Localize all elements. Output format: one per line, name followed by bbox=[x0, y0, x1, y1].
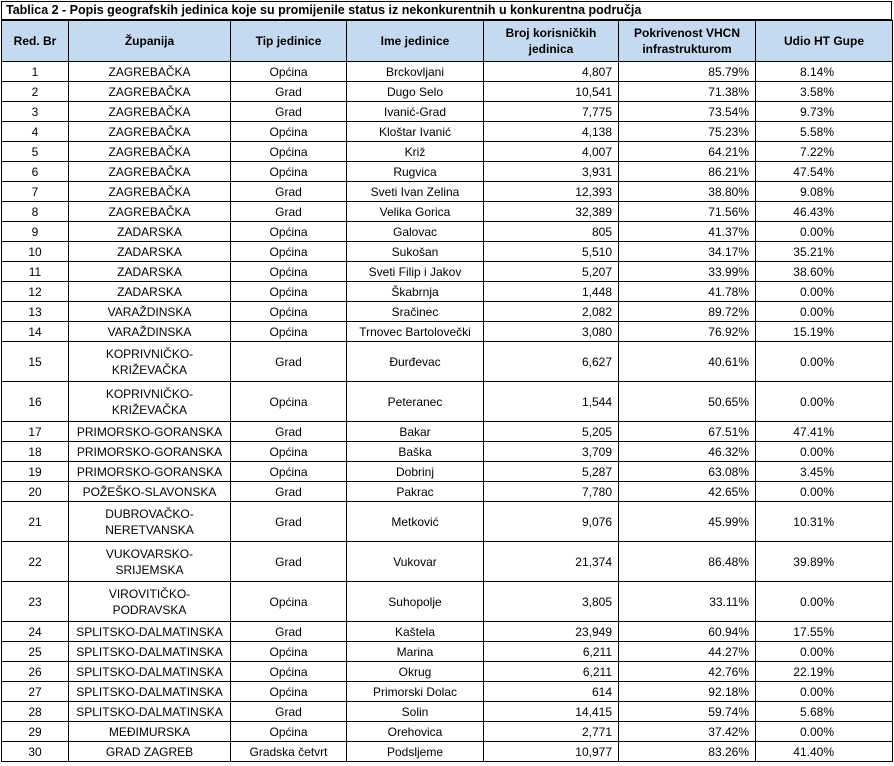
vhcn-coverage-cell: 33.11% bbox=[619, 582, 756, 622]
vhcn-coverage-cell: 92.18% bbox=[619, 682, 756, 702]
vhcn-coverage-cell: 64.21% bbox=[619, 142, 756, 162]
county-cell: ZAGREBAČKA bbox=[69, 202, 231, 222]
unit-name-cell: Rugvica bbox=[347, 162, 484, 182]
unit-name-cell: Marina bbox=[347, 642, 484, 662]
county-cell: ZAGREBAČKA bbox=[69, 122, 231, 142]
table-row bbox=[2, 422, 893, 442]
ht-share-cell: 39.89% bbox=[756, 542, 893, 582]
table-row bbox=[2, 662, 893, 682]
unit-type-cell: Grad bbox=[231, 182, 347, 202]
row-number-cell: 28 bbox=[2, 702, 69, 722]
ht-share-cell: 9.08% bbox=[756, 182, 893, 202]
unit-name-cell: Đurđevac bbox=[347, 342, 484, 382]
vhcn-coverage-cell: 42.65% bbox=[619, 482, 756, 502]
table-row bbox=[2, 722, 893, 742]
user-units-cell: 1,448 bbox=[484, 282, 619, 302]
county-cell: ZAGREBAČKA bbox=[69, 62, 231, 82]
unit-name-cell: Bakar bbox=[347, 422, 484, 442]
row-number-cell: 17 bbox=[2, 422, 69, 442]
vhcn-coverage-cell: 45.99% bbox=[619, 502, 756, 542]
table-row bbox=[2, 382, 893, 422]
user-units-cell: 21,374 bbox=[484, 542, 619, 582]
table-row bbox=[2, 642, 893, 662]
county-cell: VUKOVARSKO-SRIJEMSKA bbox=[69, 542, 231, 582]
row-number-cell: 1 bbox=[2, 62, 69, 82]
user-units-cell: 5,287 bbox=[484, 462, 619, 482]
user-units-cell: 3,805 bbox=[484, 582, 619, 622]
col-header-red-br: Red. Br bbox=[2, 21, 69, 62]
user-units-cell: 10,977 bbox=[484, 742, 619, 762]
col-header-broj-korisnickih: Broj korisničkih jedinica bbox=[484, 21, 619, 62]
row-number-cell: 12 bbox=[2, 282, 69, 302]
user-units-cell: 7,775 bbox=[484, 102, 619, 122]
unit-type-cell: Općina bbox=[231, 382, 347, 422]
table-row bbox=[2, 742, 893, 762]
vhcn-coverage-cell: 59.74% bbox=[619, 702, 756, 722]
row-number-cell: 15 bbox=[2, 342, 69, 382]
row-number-cell: 21 bbox=[2, 502, 69, 542]
table-row bbox=[2, 702, 893, 722]
ht-share-cell: 47.41% bbox=[756, 422, 893, 442]
ht-share-cell: 8.14% bbox=[756, 62, 893, 82]
county-cell: PRIMORSKO-GORANSKA bbox=[69, 442, 231, 462]
row-number-cell: 30 bbox=[2, 742, 69, 762]
user-units-cell: 614 bbox=[484, 682, 619, 702]
table-row bbox=[2, 282, 893, 302]
ht-share-cell: 7.22% bbox=[756, 142, 893, 162]
table-row bbox=[2, 622, 893, 642]
vhcn-coverage-cell: 46.32% bbox=[619, 442, 756, 462]
ht-share-cell: 9.73% bbox=[756, 102, 893, 122]
county-cell: MEĐIMURSKA bbox=[69, 722, 231, 742]
row-number-cell: 4 bbox=[2, 122, 69, 142]
row-number-cell: 18 bbox=[2, 442, 69, 462]
table-row bbox=[2, 62, 893, 82]
vhcn-coverage-cell: 44.27% bbox=[619, 642, 756, 662]
unit-type-cell: Općina bbox=[231, 722, 347, 742]
table-row bbox=[2, 442, 893, 462]
unit-name-cell: Pakrac bbox=[347, 482, 484, 502]
unit-type-cell: Grad bbox=[231, 422, 347, 442]
table-row bbox=[2, 182, 893, 202]
table-row bbox=[2, 682, 893, 702]
user-units-cell: 5,510 bbox=[484, 242, 619, 262]
table-row bbox=[2, 342, 893, 382]
vhcn-coverage-cell: 89.72% bbox=[619, 302, 756, 322]
county-cell: ZADARSKA bbox=[69, 282, 231, 302]
county-cell: DUBROVAČKO-NERETVANSKA bbox=[69, 502, 231, 542]
user-units-cell: 6,211 bbox=[484, 662, 619, 682]
row-number-cell: 7 bbox=[2, 182, 69, 202]
vhcn-coverage-cell: 83.26% bbox=[619, 742, 756, 762]
ht-share-cell: 3.58% bbox=[756, 82, 893, 102]
county-cell: VARAŽDINSKA bbox=[69, 322, 231, 342]
county-cell: SPLITSKO-DALMATINSKA bbox=[69, 682, 231, 702]
row-number-cell: 11 bbox=[2, 262, 69, 282]
table-body bbox=[2, 62, 893, 762]
unit-type-cell: Grad bbox=[231, 702, 347, 722]
unit-name-cell: Brckovljani bbox=[347, 62, 484, 82]
row-number-cell: 5 bbox=[2, 142, 69, 162]
user-units-cell: 23,949 bbox=[484, 622, 619, 642]
unit-type-cell: Općina bbox=[231, 62, 347, 82]
table-row bbox=[2, 302, 893, 322]
ht-share-cell: 35.21% bbox=[756, 242, 893, 262]
vhcn-coverage-cell: 63.08% bbox=[619, 462, 756, 482]
unit-type-cell: Općina bbox=[231, 662, 347, 682]
user-units-cell: 14,415 bbox=[484, 702, 619, 722]
user-units-cell: 6,627 bbox=[484, 342, 619, 382]
user-units-cell: 4,138 bbox=[484, 122, 619, 142]
row-number-cell: 16 bbox=[2, 382, 69, 422]
row-number-cell: 19 bbox=[2, 462, 69, 482]
header-row bbox=[2, 21, 893, 62]
unit-type-cell: Grad bbox=[231, 482, 347, 502]
county-cell: SPLITSKO-DALMATINSKA bbox=[69, 622, 231, 642]
user-units-cell: 1,544 bbox=[484, 382, 619, 422]
row-number-cell: 10 bbox=[2, 242, 69, 262]
ht-share-cell: 38.60% bbox=[756, 262, 893, 282]
ht-share-cell: 47.54% bbox=[756, 162, 893, 182]
table-row bbox=[2, 582, 893, 622]
vhcn-coverage-cell: 73.54% bbox=[619, 102, 756, 122]
vhcn-coverage-cell: 50.65% bbox=[619, 382, 756, 422]
county-cell: VARAŽDINSKA bbox=[69, 302, 231, 322]
unit-type-cell: Općina bbox=[231, 442, 347, 462]
unit-type-cell: Općina bbox=[231, 242, 347, 262]
unit-type-cell: Općina bbox=[231, 162, 347, 182]
row-number-cell: 3 bbox=[2, 102, 69, 122]
unit-type-cell: Općina bbox=[231, 322, 347, 342]
unit-name-cell: Kaštela bbox=[347, 622, 484, 642]
status-change-table bbox=[1, 20, 893, 762]
vhcn-coverage-cell: 86.21% bbox=[619, 162, 756, 182]
row-number-cell: 25 bbox=[2, 642, 69, 662]
user-units-cell: 2,771 bbox=[484, 722, 619, 742]
county-cell: KOPRIVNIČKO-KRIŽEVAČKA bbox=[69, 342, 231, 382]
ht-share-cell: 22.19% bbox=[756, 662, 893, 682]
table-row bbox=[2, 102, 893, 122]
table-row bbox=[2, 202, 893, 222]
unit-name-cell: Ivanić-Grad bbox=[347, 102, 484, 122]
ht-share-cell: 3.45% bbox=[756, 462, 893, 482]
col-header-ime-jedinice: Ime jedinice bbox=[347, 21, 484, 62]
unit-name-cell: Orehovica bbox=[347, 722, 484, 742]
unit-type-cell: Grad bbox=[231, 102, 347, 122]
row-number-cell: 23 bbox=[2, 582, 69, 622]
unit-type-cell: Općina bbox=[231, 122, 347, 142]
unit-name-cell: Sukošan bbox=[347, 242, 484, 262]
unit-type-cell: Općina bbox=[231, 282, 347, 302]
ht-share-cell: 5.58% bbox=[756, 122, 893, 142]
user-units-cell: 5,207 bbox=[484, 262, 619, 282]
col-header-zupanija: Županija bbox=[69, 21, 231, 62]
unit-name-cell: Peteranec bbox=[347, 382, 484, 422]
ht-share-cell: 0.00% bbox=[756, 442, 893, 462]
county-cell: SPLITSKO-DALMATINSKA bbox=[69, 662, 231, 682]
unit-name-cell: Trnovec Bartolovečki bbox=[347, 322, 484, 342]
table-caption: Tablica 2 - Popis geografskih jedinica koje su promijenile status iz nekonkurentnih u konkurentna područja bbox=[1, 1, 892, 20]
ht-share-cell: 0.00% bbox=[756, 682, 893, 702]
user-units-cell: 3,709 bbox=[484, 442, 619, 462]
row-number-cell: 27 bbox=[2, 682, 69, 702]
unit-type-cell: Grad bbox=[231, 202, 347, 222]
vhcn-coverage-cell: 34.17% bbox=[619, 242, 756, 262]
ht-share-cell: 41.40% bbox=[756, 742, 893, 762]
unit-name-cell: Suhopolje bbox=[347, 582, 484, 622]
col-header-pokrivenost: Pokrivenost VHCN infrastrukturom bbox=[619, 21, 756, 62]
table-row bbox=[2, 322, 893, 342]
county-cell: POŽEŠKO-SLAVONSKA bbox=[69, 482, 231, 502]
county-cell: PRIMORSKO-GORANSKA bbox=[69, 462, 231, 482]
county-cell: ZAGREBAČKA bbox=[69, 82, 231, 102]
ht-share-cell: 0.00% bbox=[756, 282, 893, 302]
county-cell: ZAGREBAČKA bbox=[69, 162, 231, 182]
user-units-cell: 3,080 bbox=[484, 322, 619, 342]
table-row bbox=[2, 482, 893, 502]
county-cell: GRAD ZAGREB bbox=[69, 742, 231, 762]
user-units-cell: 10,541 bbox=[484, 82, 619, 102]
unit-name-cell: Primorski Dolac bbox=[347, 682, 484, 702]
ht-share-cell: 17.55% bbox=[756, 622, 893, 642]
row-number-cell: 8 bbox=[2, 202, 69, 222]
row-number-cell: 9 bbox=[2, 222, 69, 242]
unit-type-cell: Grad bbox=[231, 622, 347, 642]
unit-name-cell: Kloštar Ivanić bbox=[347, 122, 484, 142]
table-row bbox=[2, 142, 893, 162]
vhcn-coverage-cell: 71.56% bbox=[619, 202, 756, 222]
col-header-tip-jedinice: Tip jedinice bbox=[231, 21, 347, 62]
unit-name-cell: Okrug bbox=[347, 662, 484, 682]
row-number-cell: 20 bbox=[2, 482, 69, 502]
unit-type-cell: Općina bbox=[231, 222, 347, 242]
table-row bbox=[2, 162, 893, 182]
county-cell: ZAGREBAČKA bbox=[69, 142, 231, 162]
unit-name-cell: Križ bbox=[347, 142, 484, 162]
table-row bbox=[2, 82, 893, 102]
row-number-cell: 6 bbox=[2, 162, 69, 182]
county-cell: ZADARSKA bbox=[69, 222, 231, 242]
user-units-cell: 805 bbox=[484, 222, 619, 242]
ht-share-cell: 0.00% bbox=[756, 582, 893, 622]
unit-type-cell: Općina bbox=[231, 302, 347, 322]
county-cell: VIROVITIČKO-PODRAVSKA bbox=[69, 582, 231, 622]
county-cell: ZAGREBAČKA bbox=[69, 182, 231, 202]
vhcn-coverage-cell: 33.99% bbox=[619, 262, 756, 282]
unit-name-cell: Vukovar bbox=[347, 542, 484, 582]
vhcn-coverage-cell: 41.37% bbox=[619, 222, 756, 242]
unit-type-cell: Grad bbox=[231, 542, 347, 582]
user-units-cell: 5,205 bbox=[484, 422, 619, 442]
unit-name-cell: Velika Gorica bbox=[347, 202, 484, 222]
user-units-cell: 4,807 bbox=[484, 62, 619, 82]
vhcn-coverage-cell: 40.61% bbox=[619, 342, 756, 382]
vhcn-coverage-cell: 85.79% bbox=[619, 62, 756, 82]
ht-share-cell: 15.19% bbox=[756, 322, 893, 342]
ht-share-cell: 0.00% bbox=[756, 382, 893, 422]
row-number-cell: 22 bbox=[2, 542, 69, 582]
user-units-cell: 12,393 bbox=[484, 182, 619, 202]
vhcn-coverage-cell: 86.48% bbox=[619, 542, 756, 582]
unit-name-cell: Metković bbox=[347, 502, 484, 542]
unit-type-cell: Općina bbox=[231, 262, 347, 282]
row-number-cell: 24 bbox=[2, 622, 69, 642]
row-number-cell: 29 bbox=[2, 722, 69, 742]
county-cell: PRIMORSKO-GORANSKA bbox=[69, 422, 231, 442]
unit-type-cell: Općina bbox=[231, 142, 347, 162]
vhcn-coverage-cell: 75.23% bbox=[619, 122, 756, 142]
unit-name-cell: Sveti Ivan Zelina bbox=[347, 182, 484, 202]
user-units-cell: 9,076 bbox=[484, 502, 619, 542]
unit-name-cell: Dobrinj bbox=[347, 462, 484, 482]
ht-share-cell: 0.00% bbox=[756, 722, 893, 742]
table-row bbox=[2, 122, 893, 142]
vhcn-coverage-cell: 76.92% bbox=[619, 322, 756, 342]
unit-type-cell: Općina bbox=[231, 642, 347, 662]
user-units-cell: 2,082 bbox=[484, 302, 619, 322]
county-cell: ZAGREBAČKA bbox=[69, 102, 231, 122]
vhcn-coverage-cell: 42.76% bbox=[619, 662, 756, 682]
county-cell: KOPRIVNIČKO-KRIŽEVAČKA bbox=[69, 382, 231, 422]
table-row bbox=[2, 542, 893, 582]
vhcn-coverage-cell: 60.94% bbox=[619, 622, 756, 642]
row-number-cell: 2 bbox=[2, 82, 69, 102]
unit-type-cell: Općina bbox=[231, 582, 347, 622]
unit-name-cell: Sveti Filip i Jakov bbox=[347, 262, 484, 282]
vhcn-coverage-cell: 38.80% bbox=[619, 182, 756, 202]
ht-share-cell: 0.00% bbox=[756, 482, 893, 502]
user-units-cell: 3,931 bbox=[484, 162, 619, 182]
vhcn-coverage-cell: 37.42% bbox=[619, 722, 756, 742]
unit-name-cell: Sračinec bbox=[347, 302, 484, 322]
row-number-cell: 13 bbox=[2, 302, 69, 322]
table-row bbox=[2, 262, 893, 282]
unit-name-cell: Dugo Selo bbox=[347, 82, 484, 102]
user-units-cell: 6,211 bbox=[484, 642, 619, 662]
unit-name-cell: Galovac bbox=[347, 222, 484, 242]
county-cell: ZADARSKA bbox=[69, 242, 231, 262]
vhcn-coverage-cell: 41.78% bbox=[619, 282, 756, 302]
user-units-cell: 7,780 bbox=[484, 482, 619, 502]
ht-share-cell: 46.43% bbox=[756, 202, 893, 222]
county-cell: SPLITSKO-DALMATINSKA bbox=[69, 642, 231, 662]
county-cell: ZADARSKA bbox=[69, 262, 231, 282]
unit-type-cell: Grad bbox=[231, 502, 347, 542]
unit-name-cell: Baška bbox=[347, 442, 484, 462]
table-row bbox=[2, 502, 893, 542]
unit-type-cell: Gradska četvrt bbox=[231, 742, 347, 762]
user-units-cell: 4,007 bbox=[484, 142, 619, 162]
unit-name-cell: Podsljeme bbox=[347, 742, 484, 762]
col-header-udio-ht: Udio HT Gupe bbox=[756, 21, 893, 62]
table-row bbox=[2, 222, 893, 242]
ht-share-cell: 0.00% bbox=[756, 342, 893, 382]
unit-name-cell: Škabrnja bbox=[347, 282, 484, 302]
unit-name-cell: Solin bbox=[347, 702, 484, 722]
ht-share-cell: 0.00% bbox=[756, 302, 893, 322]
row-number-cell: 14 bbox=[2, 322, 69, 342]
ht-share-cell: 10.31% bbox=[756, 502, 893, 542]
table-row bbox=[2, 242, 893, 262]
unit-type-cell: Grad bbox=[231, 82, 347, 102]
unit-type-cell: Općina bbox=[231, 682, 347, 702]
unit-type-cell: Općina bbox=[231, 462, 347, 482]
unit-type-cell: Grad bbox=[231, 342, 347, 382]
ht-share-cell: 0.00% bbox=[756, 642, 893, 662]
user-units-cell: 32,389 bbox=[484, 202, 619, 222]
ht-share-cell: 0.00% bbox=[756, 222, 893, 242]
ht-share-cell: 5.68% bbox=[756, 702, 893, 722]
county-cell: SPLITSKO-DALMATINSKA bbox=[69, 702, 231, 722]
row-number-cell: 26 bbox=[2, 662, 69, 682]
table-row bbox=[2, 462, 893, 482]
vhcn-coverage-cell: 67.51% bbox=[619, 422, 756, 442]
vhcn-coverage-cell: 71.38% bbox=[619, 82, 756, 102]
